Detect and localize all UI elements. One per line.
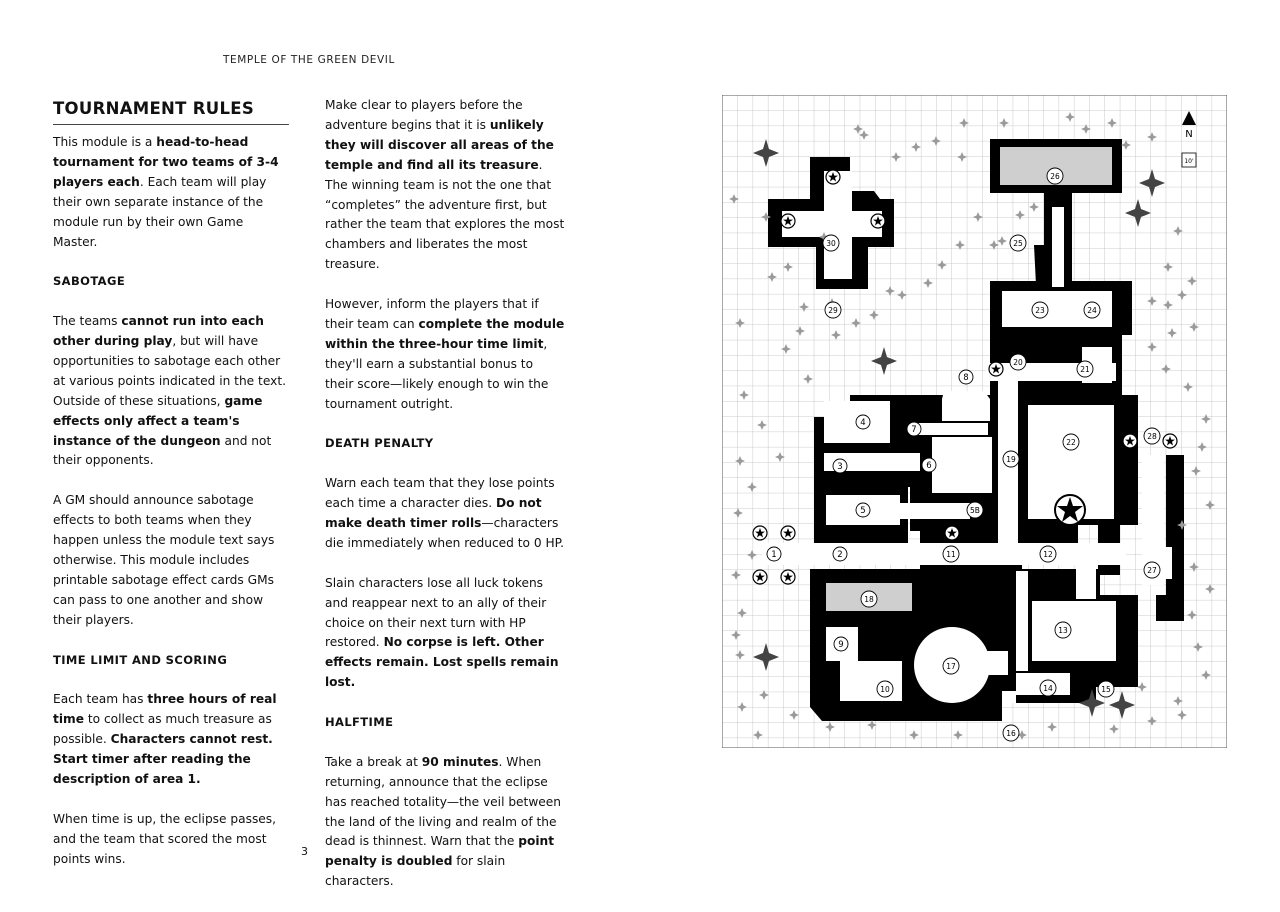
svg-text:19: 19 xyxy=(1006,455,1016,464)
room-label-15 xyxy=(1098,681,1114,697)
room-label-11 xyxy=(943,546,959,562)
svg-text:18: 18 xyxy=(864,595,874,604)
svg-text:4: 4 xyxy=(860,418,866,428)
room-label-4 xyxy=(856,415,870,429)
sabotage-paragraph-2: A GM should announce sabotage effects to both teams when they happen unless the module text says otherwise. This module includes printable sabotage effect cards GMs can pass to one another and show their players. xyxy=(53,493,275,627)
svg-text:7: 7 xyxy=(911,425,917,435)
svg-text:26: 26 xyxy=(1050,172,1060,181)
svg-text:1: 1 xyxy=(771,550,777,560)
svg-text:16: 16 xyxy=(1006,729,1016,738)
north-label: N xyxy=(1185,129,1193,140)
scale-label: 10' xyxy=(1184,158,1194,165)
room-label-6 xyxy=(922,458,936,472)
room-label-19 xyxy=(1003,451,1019,467)
room-label-5 xyxy=(856,503,870,517)
intro-paragraph: This module is a head-to-head tournament for two teams of 3-4 players each. Each team will play their own separate instance of the module run by their own Game Master. xyxy=(53,135,279,249)
svg-text:29: 29 xyxy=(828,306,838,315)
objective-paragraph: Make clear to players before the adventure begins that it is unlikely they will discover all areas of the temple and find all its treasure. The winning team is not the one that “completes” the adventure first, but rather the team that explores the most chambers and liberates the most treasure. xyxy=(325,98,565,272)
statue-star-icon xyxy=(781,214,795,228)
svg-text:5: 5 xyxy=(860,506,866,516)
svg-text:13: 13 xyxy=(1058,626,1068,635)
room-label-8 xyxy=(959,370,973,384)
room-label-20 xyxy=(1010,354,1026,370)
death-penalty-heading: DEATH PENALTY xyxy=(325,436,434,451)
svg-text:27: 27 xyxy=(1147,566,1157,575)
statue-star-icon xyxy=(1123,434,1137,448)
statue-star-icon xyxy=(871,214,885,228)
statue-star-icon xyxy=(826,170,840,184)
statue-star-icon xyxy=(781,526,795,540)
death-paragraph-2: Slain characters lose all luck tokens and reappear next to an ally of their choice on their next turn with HP restored. No corpse is left. Other effects remain. Lost spells remain lost. xyxy=(325,575,559,690)
svg-text:12: 12 xyxy=(1043,550,1053,559)
bonus-paragraph: However, inform the players that if their team can complete the module within the three-hour time limit, they'll earn a substantial bonus to their score—likely enough to win the tournament outright. xyxy=(325,297,565,411)
statue-star-icon xyxy=(945,526,959,540)
svg-text:6: 6 xyxy=(926,461,932,471)
dungeon-map xyxy=(722,95,1227,748)
scale-box xyxy=(1182,153,1196,167)
statue-star-icon xyxy=(753,570,767,584)
svg-text:28: 28 xyxy=(1147,432,1157,441)
room-label-13 xyxy=(1055,622,1071,638)
room-label-10 xyxy=(877,681,893,697)
sabotage-heading: SABOTAGE xyxy=(53,274,126,289)
time-limit-paragraph-1: Each team has three hours of real time to collect as much treasure as possible. Characters cannot rest. Start timer after reading the description of area 1. xyxy=(53,692,277,786)
room-label-30 xyxy=(823,235,839,251)
death-paragraph-1: Warn each team that they lose points each time a character dies. Do not make death timer rolls—characters die immediately when reduced to 0 HP. xyxy=(325,476,564,550)
room-label-17 xyxy=(943,658,959,674)
statue-star-icon xyxy=(781,570,795,584)
room-label-5b xyxy=(967,502,983,518)
svg-text:25: 25 xyxy=(1013,239,1023,248)
svg-text:24: 24 xyxy=(1087,306,1097,315)
time-limit-paragraph-2: When time is up, the eclipse passes, and the team that scored the most points wins. xyxy=(53,811,277,866)
svg-text:2: 2 xyxy=(837,550,843,560)
room-label-3 xyxy=(833,459,847,473)
room-label-2 xyxy=(833,547,847,561)
halftime-heading: HALFTIME xyxy=(325,715,394,730)
statue-star-icon xyxy=(753,526,767,540)
room-label-9 xyxy=(834,637,848,651)
left-text-column xyxy=(53,96,289,889)
svg-text:9: 9 xyxy=(838,640,844,650)
svg-text:20: 20 xyxy=(1013,358,1023,367)
room-label-18 xyxy=(861,591,877,607)
svg-text:10: 10 xyxy=(880,685,890,694)
svg-text:30: 30 xyxy=(826,239,836,248)
room-label-28 xyxy=(1144,428,1160,444)
svg-text:5B: 5B xyxy=(970,506,980,515)
svg-text:3: 3 xyxy=(837,462,843,472)
room-label-1 xyxy=(767,547,781,561)
room-label-26 xyxy=(1047,168,1063,184)
statue-star-icon xyxy=(989,362,1003,376)
room-label-22 xyxy=(1063,434,1079,450)
halftime-paragraph: Take a break at 90 minutes. When returning, announce that the eclipse has reached totality—the veil between the land of the living and realm of the dead is thinnest. Warn that the point penalty is doubled for slain characters. xyxy=(325,754,562,889)
room-label-25 xyxy=(1010,235,1026,251)
svg-text:11: 11 xyxy=(946,550,956,559)
svg-text:14: 14 xyxy=(1043,684,1053,693)
page-title: TOURNAMENT RULES xyxy=(53,98,289,125)
room-label-29 xyxy=(825,302,841,318)
sabotage-paragraph-1: The teams cannot run into each other during play, but will have opportunities to sabotage each other at various points indicated in the text. Outside of these situations, game effects only affect a team's instance of the dungeon and not their opponents. xyxy=(53,314,286,468)
room-label-24 xyxy=(1084,302,1100,318)
room-label-14 xyxy=(1040,680,1056,696)
room-label-7 xyxy=(907,422,921,436)
room-label-21 xyxy=(1077,361,1093,377)
svg-text:22: 22 xyxy=(1066,438,1076,447)
time-limit-heading: TIME LIMIT AND SCORING xyxy=(53,652,228,667)
statue-star-icon xyxy=(1163,434,1177,448)
svg-text:21: 21 xyxy=(1080,365,1090,374)
room-label-27 xyxy=(1144,562,1160,578)
svg-text:15: 15 xyxy=(1101,685,1111,694)
svg-text:17: 17 xyxy=(946,662,956,671)
dungeon-map-svg xyxy=(722,95,1227,748)
room-label-12 xyxy=(1040,546,1056,562)
page-number: 3 xyxy=(301,845,308,858)
room-label-23 xyxy=(1032,302,1048,318)
running-head: TEMPLE OF THE GREEN DEVIL xyxy=(223,54,395,66)
altar-star-icon xyxy=(1055,495,1085,525)
right-text-column xyxy=(325,96,565,912)
svg-text:8: 8 xyxy=(963,373,969,383)
svg-text:23: 23 xyxy=(1035,306,1045,315)
room-label-16 xyxy=(1003,725,1019,741)
